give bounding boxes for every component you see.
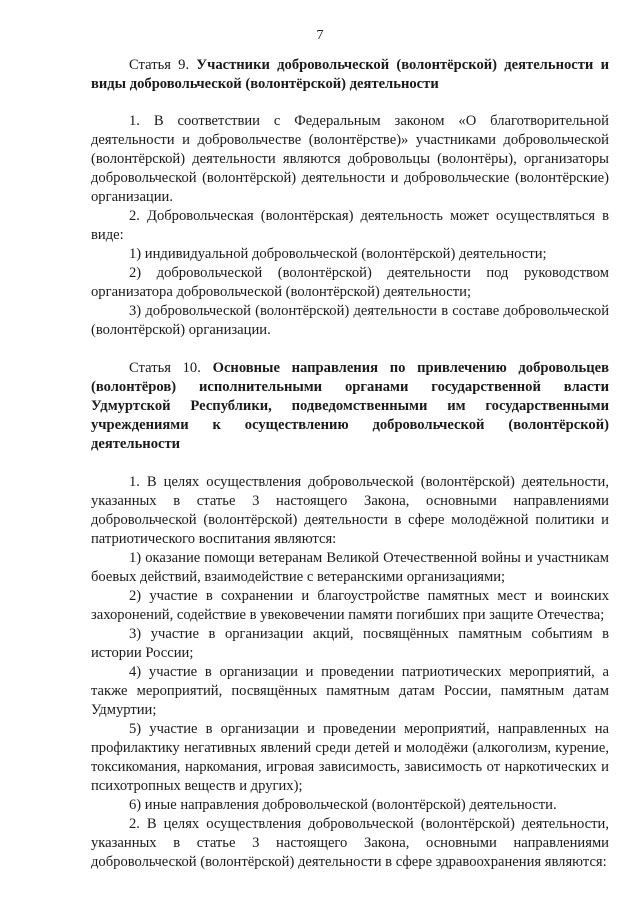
article-10 [91,359,609,872]
article-9-heading [91,56,609,94]
article-10-list-item: 2) участие в сохранении и благоустройстве памятных мест и воинских захоронений, содействие в увековечении памяти погибших при защите Отечества; [91,588,609,623]
article-10-title: Основные направления по привлечению добровольцев (волонтёров) исполнительными органами государственной власти Удмуртской Республики, подведомственными им государственными учреждениями к осуществлению добровольческой (волонтёрской) деятельности [91,360,609,452]
article-9-title: Участники добровольческой (волонтёрской) деятельности и виды добровольческой (волонтёрской) деятельности [91,57,609,92]
article-10-list-item: 1) оказание помощи ветеранам Великой Отечественной войны и участникам боевых действий, взаимодействие с ветеранскими организациями; [91,550,609,585]
article-10-paragraph: 1. В целях осуществления добровольческой (волонтёрской) деятельности, указанных в статье 3 настоящего Закона, основными направлениями добровольческой (волонтёрской) деятельности в сфере молодёжной политики и патриотического воспитания являются: [91,474,609,547]
article-10-heading [91,359,609,454]
article-10-paragraph: 2. В целях осуществления добровольческой (волонтёрской) деятельности, указанных в статье 3 настоящего Закона, основными направлениями добровольческой (волонтёрской) деятельности в сфере здравоохранения являются: [91,816,609,870]
article-10-list-item: 5) участие в организации и проведении мероприятий, направленных на профилактику негативных явлений среди детей и молодёжи (алкоголизм, курение, токсикомания, наркомания, игровая зависимость, зависимость от наркотических и психотропных веществ и других); [91,721,609,794]
article-9-list-item: 3) добровольческой (волонтёрской) деятельности в составе добровольческой (волонтёрской) организации. [91,303,609,338]
article-9-paragraph: 2. Добровольческая (волонтёрская) деятельность может осуществляться в виде: [91,208,609,243]
article-10-list-item: 3) участие в организации акций, посвящённых памятным событиям в истории России; [91,626,609,661]
document-body [91,56,609,872]
page-number: 7 [316,28,324,43]
article-9-label: Статья 9. [129,57,190,73]
article-10-list-item: 6) иные направления добровольческой (волонтёрской) деятельности. [129,797,557,813]
article-9 [91,56,609,340]
article-10-list-item: 4) участие в организации и проведении патриотических мероприятий, а также мероприятий, посвящённых памятным датам России, памятным датам Удмуртии; [91,664,609,718]
article-9-paragraph: 1. В соответствии с Федеральным законом «О благотворительной деятельности и добровольчестве (волонтёрстве)» участниками добровольческой (волонтёрской) деятельности являются добровольцы (волонтёры), организаторы добровольческой (волонтёрской) деятельности и добровольческие (волонтёрские) организации. [91,113,609,205]
article-10-label: Статья 10. [129,360,201,376]
article-9-list-item: 2) добровольческой (волонтёрской) деятельности под руководством организатора добровольческой (волонтёрской) деятельности; [91,265,609,300]
article-9-list-item: 1) индивидуальной добровольческой (волонтёрской) деятельности; [129,246,547,262]
